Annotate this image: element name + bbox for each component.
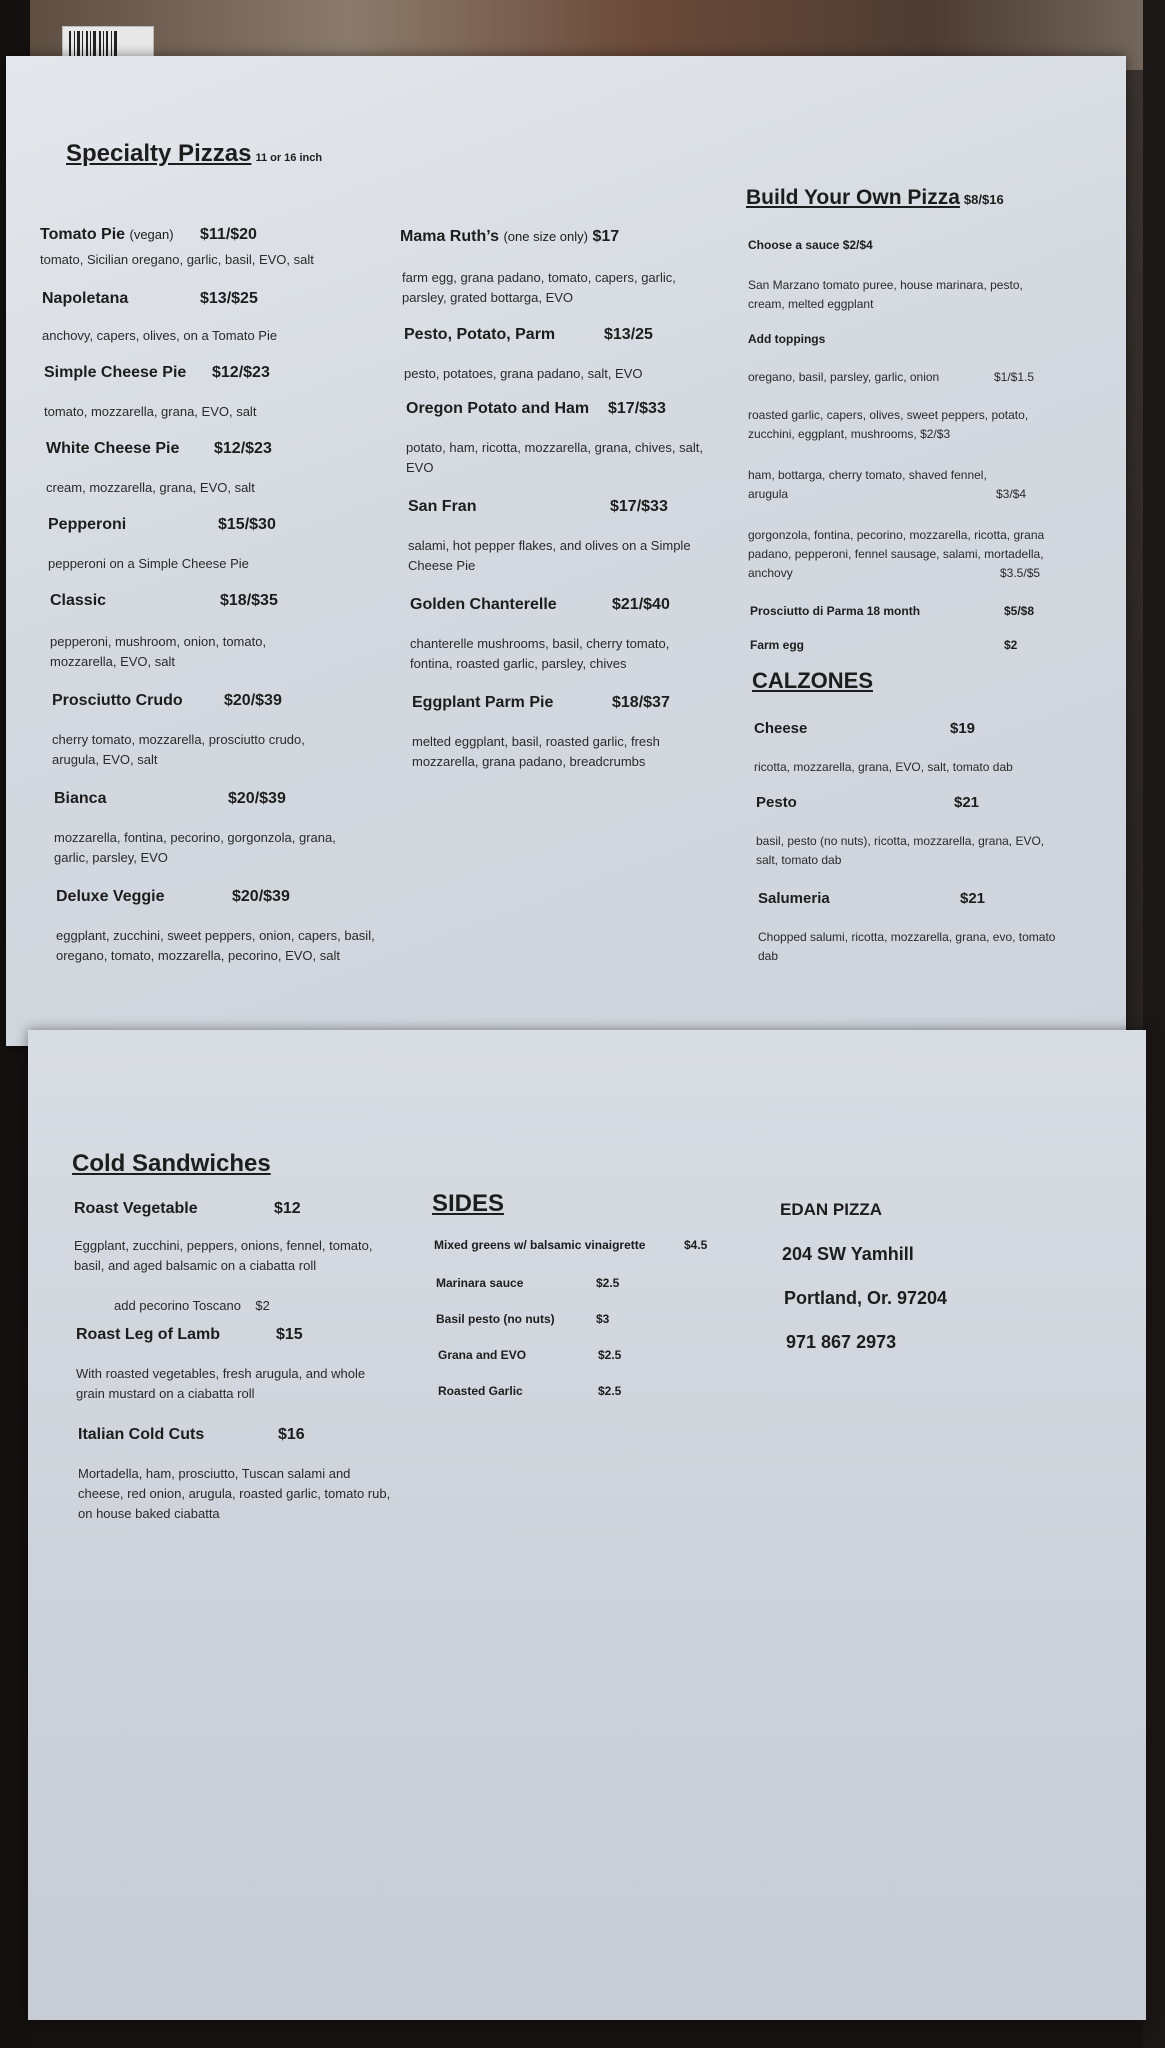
- item-desc: anchovy, capers, olives, on a Tomato Pie: [42, 328, 278, 343]
- calzone-price: $21: [960, 890, 986, 907]
- restaurant-name: EDAN PIZZA: [780, 1200, 882, 1219]
- calzone-price: $19: [950, 720, 976, 737]
- side-name: Mixed greens w/ balsamic vinaigrette: [434, 1238, 646, 1252]
- item-name: Golden Chanterelle: [410, 596, 557, 613]
- item-desc: salami, hot pepper flakes, and olives on a Simple Cheese Pie: [408, 538, 691, 573]
- calzone-desc: Chopped salumi, ricotta, mozzarella, grana, evo, tomato dab: [758, 930, 1056, 963]
- item-desc: pepperoni, mushroom, onion, tomato, mozzarella, EVO, salt: [50, 634, 267, 669]
- item-price: $20/$39: [228, 790, 286, 807]
- specialty-pizzas-heading: [66, 140, 322, 168]
- sandwich-name: Roast Leg of Lamb: [76, 1326, 221, 1343]
- item-price: $12/$23: [214, 440, 272, 457]
- sides-heading: SIDES: [432, 1190, 505, 1217]
- menu-item: [40, 226, 174, 244]
- sandwich-price: $16: [278, 1426, 305, 1443]
- prosciutto-price: $5/$8: [1004, 604, 1035, 618]
- item-name: San Fran: [408, 498, 477, 515]
- topping-desc: roasted garlic, capers, olives, sweet peppers, potato, zucchini, eggplant, mushrooms, $2/$3: [748, 408, 1029, 441]
- item-desc: pepperoni on a Simple Cheese Pie: [48, 556, 249, 571]
- calzone-price: $21: [954, 794, 980, 811]
- toppings-label: Add toppings: [748, 332, 826, 346]
- sandwich-desc: Mortadella, ham, prosciutto, Tuscan salami and cheese, red onion, arugula, roasted garlic, tomato rub, on house baked ciabatta: [78, 1466, 391, 1521]
- side-price: $2.5: [596, 1276, 620, 1290]
- item-price: $17: [592, 228, 620, 245]
- item-name: Pesto, Potato, Parm: [404, 326, 556, 343]
- item-desc: cream, mozzarella, grana, EVO, salt: [46, 480, 255, 495]
- sandwich-name: Italian Cold Cuts: [78, 1426, 205, 1443]
- item-note: (one size only): [503, 229, 588, 244]
- size-note: 11 or 16 inch: [255, 152, 323, 164]
- item-price: $15/$30: [218, 516, 276, 533]
- topping-price: $3/$4: [996, 487, 1027, 501]
- byo-price: $8/$16: [963, 192, 1004, 207]
- sandwich-name: Roast Vegetable: [74, 1200, 198, 1217]
- calzone-name: Pesto: [756, 794, 797, 811]
- item-name: Deluxe Veggie: [56, 888, 165, 905]
- addon-price: $2: [255, 1298, 270, 1313]
- side-price: $3: [596, 1312, 610, 1326]
- item-desc: melted eggplant, basil, roasted garlic, fresh mozzarella, grana padano, breadcrumbs: [412, 734, 660, 769]
- side-price: $2.5: [598, 1348, 622, 1362]
- cold-sandwiches-heading: Cold Sandwiches: [72, 1150, 271, 1177]
- item-name: Eggplant Parm Pie: [412, 694, 554, 711]
- farm-egg-name: Farm egg: [750, 638, 805, 652]
- sauce-desc: San Marzano tomato puree, house marinara, pesto, cream, melted eggplant: [748, 278, 1023, 311]
- item-price: $17/$33: [608, 400, 666, 417]
- item-price: $18/$37: [612, 694, 670, 711]
- specialty-title: Specialty Pizzas: [66, 140, 252, 167]
- item-name: Tomato Pie: [40, 226, 126, 243]
- addon-label: add pecorino Toscano: [114, 1298, 241, 1313]
- sandwich-addon: [114, 1296, 270, 1316]
- topping-desc: oregano, basil, parsley, garlic, onion: [748, 370, 940, 384]
- item-price: $13/$25: [200, 290, 258, 307]
- topping-price: $1/$1.5: [994, 370, 1035, 384]
- side-name: Grana and EVO: [438, 1348, 527, 1362]
- item-note: (vegan): [129, 227, 174, 242]
- side-price: $4.5: [684, 1238, 708, 1252]
- item-price: $20/$39: [224, 692, 282, 709]
- item-desc: eggplant, zucchini, sweet peppers, onion, capers, basil, oregano, tomato, mozzarella, pecorino, EVO, salt: [56, 928, 375, 963]
- item-price: $12/$23: [212, 364, 270, 381]
- byo-title: Build Your Own Pizza: [746, 186, 960, 209]
- item-price: $17/$33: [610, 498, 668, 515]
- item-name: Classic: [50, 592, 107, 609]
- address-city: Portland, Or. 97204: [784, 1288, 948, 1308]
- sandwich-price: $12: [274, 1200, 301, 1217]
- item-desc: cherry tomato, mozzarella, prosciutto crudo, arugula, EVO, salt: [52, 732, 305, 767]
- item-price: $20/$39: [232, 888, 290, 905]
- item-desc: farm egg, grana padano, tomato, capers, garlic, parsley, grated bottarga, EVO: [402, 270, 676, 305]
- item-name: Simple Cheese Pie: [44, 364, 187, 381]
- item-name: Napoletana: [42, 290, 129, 307]
- item-desc: pesto, potatoes, grana padano, salt, EVO: [404, 366, 643, 381]
- item-price: $13/25: [604, 326, 653, 343]
- farm-egg-price: $2: [1004, 638, 1018, 652]
- sauce-label: Choose a sauce $2/$4: [748, 238, 873, 252]
- side-name: Roasted Garlic: [438, 1384, 523, 1398]
- topping-desc: gorgonzola, fontina, pecorino, mozzarella, ricotta, grana padano, pepperoni, fennel sausage, salami, mortadella, anchovy: [748, 528, 1045, 580]
- topping-desc: ham, bottarga, cherry tomato, shaved fennel, arugula: [748, 468, 987, 501]
- calzone-name: Salumeria: [758, 890, 830, 907]
- item-name: Mama Ruth’s: [400, 228, 499, 245]
- sandwich-price: $15: [276, 1326, 303, 1343]
- item-price: $11/$20: [200, 226, 257, 243]
- calzones-heading: CALZONES: [752, 668, 873, 693]
- item-name: Bianca: [54, 790, 107, 807]
- menu-item: [400, 228, 619, 246]
- item-price: $21/$40: [612, 596, 670, 613]
- sandwich-desc: Eggplant, zucchini, peppers, onions, fennel, tomato, basil, and aged balsamic on a ciabatta roll: [74, 1238, 373, 1273]
- calzone-name: Cheese: [754, 720, 808, 737]
- menu-sheet-bottom: [28, 1030, 1146, 2020]
- sandwich-desc: With roasted vegetables, fresh arugula, and whole grain mustard on a ciabatta roll: [76, 1366, 366, 1401]
- calzone-desc: ricotta, mozzarella, grana, EVO, salt, tomato dab: [754, 760, 1013, 774]
- item-name: White Cheese Pie: [46, 440, 180, 457]
- item-desc: potato, ham, ricotta, mozzarella, grana, chives, salt, EVO: [406, 440, 703, 475]
- calzone-desc: basil, pesto (no nuts), ricotta, mozzarella, grana, EVO, salt, tomato dab: [756, 834, 1045, 867]
- menu-sheet-top: [6, 56, 1126, 1046]
- window-frame-right: [1143, 0, 1165, 2048]
- item-name: Pepperoni: [48, 516, 127, 533]
- phone-number: 971 867 2973: [786, 1332, 897, 1352]
- item-desc: tomato, mozzarella, grana, EVO, salt: [44, 404, 257, 419]
- side-name: Marinara sauce: [436, 1276, 524, 1290]
- item-desc: chanterelle mushrooms, basil, cherry tomato, fontina, roasted garlic, parsley, chives: [410, 636, 670, 671]
- item-name: Prosciutto Crudo: [52, 692, 183, 709]
- side-name: Basil pesto (no nuts): [436, 1312, 555, 1326]
- address-street: 204 SW Yamhill: [782, 1244, 914, 1264]
- prosciutto-name: Prosciutto di Parma 18 month: [750, 604, 921, 618]
- item-price: $18/$35: [220, 592, 278, 609]
- side-price: $2.5: [598, 1384, 622, 1398]
- item-desc: mozzarella, fontina, pecorino, gorgonzola, grana, garlic, parsley, EVO: [54, 830, 336, 865]
- byo-heading: [746, 186, 1004, 210]
- item-desc: tomato, Sicilian oregano, garlic, basil, EVO, salt: [40, 252, 314, 267]
- topping-price: $3.5/$5: [1000, 566, 1041, 580]
- item-name: Oregon Potato and Ham: [406, 400, 590, 417]
